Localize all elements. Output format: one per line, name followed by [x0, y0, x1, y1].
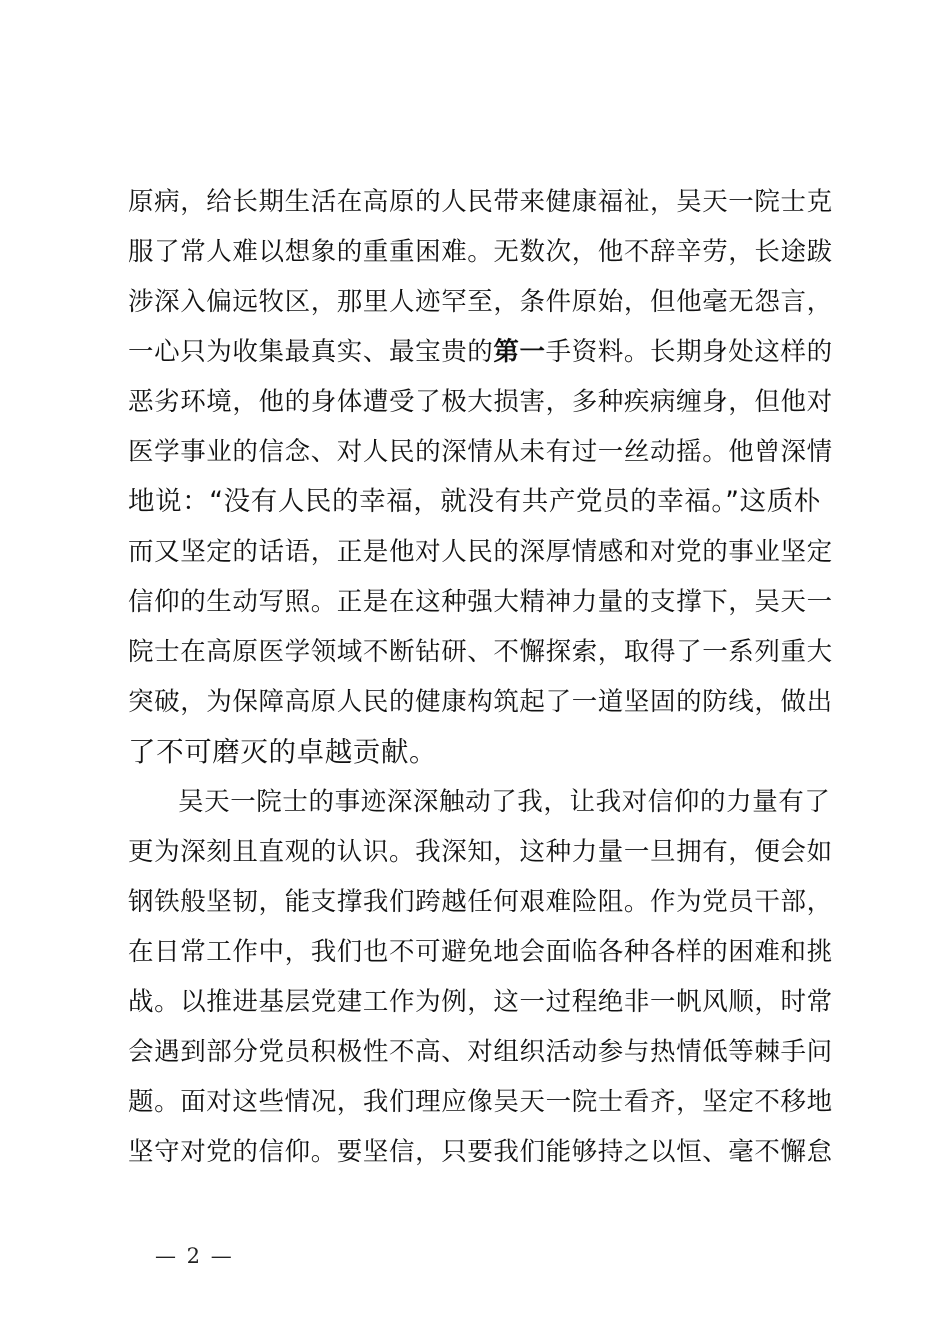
- text-line: 而又坚定的话语，正是他对人民的深厚情感和对党的事业坚定: [128, 537, 833, 567]
- text-line: 题。面对这些情况，我们理应像吴天一院士看齐，坚定不移地: [128, 1087, 833, 1117]
- text-line: 信仰的生动写照。正是在这种强大精神力量的支撑下，吴天一: [128, 587, 833, 617]
- text-run: 手资料。长期身处这样的: [545, 337, 833, 367]
- text-line: 医学事业的信念、对人民的深情从未有过一丝动摇。他曾深情: [128, 437, 833, 467]
- text-line: 涉深入偏远牧区，那里人迹罕至，条件原始，但他毫无怨言，: [128, 287, 833, 317]
- text-line: 了不可磨灭的卓越贡献。: [128, 736, 438, 768]
- paragraph-first-line: 吴天一院士的事迹深深触动了我，让我对信仰的力量有了: [178, 787, 831, 817]
- page-number: — 2 —: [155, 1244, 234, 1268]
- text-line: [128, 332, 833, 372]
- text-line: 钢铁般坚韧，能支撑我们跨越任何艰难险阻。作为党员干部，: [128, 887, 833, 917]
- text-line: 更为深刻且直观的认识。我深知，这种力量一旦拥有，便会如: [128, 837, 833, 867]
- text-line: 突破，为保障高原人民的健康构筑起了一道坚固的防线，做出: [128, 687, 833, 717]
- text-run: 一心只为收集最真实、最宝贵的: [128, 337, 494, 367]
- text-line: 服了常人难以想象的重重困难。无数次，他不辞辛劳，长途跋: [128, 237, 833, 267]
- text-line: 在日常工作中，我们也不可避免地会面临各种各样的困难和挑: [128, 937, 833, 967]
- bold-text-run: 第一: [493, 337, 546, 367]
- text-line: 院士在高原医学领域不断钻研、不懈探索，取得了一系列重大: [128, 637, 833, 667]
- text-line: 战。以推进基层党建工作为例，这一过程绝非一帆风顺，时常: [128, 987, 833, 1017]
- text-line: 会遇到部分党员积极性不高、对组织活动参与热情低等棘手问: [128, 1037, 833, 1067]
- text-line: 地说：“没有人民的幸福，就没有共产党员的幸福。”这质朴: [128, 486, 821, 517]
- text-line: 坚守对党的信仰。要坚信，只要我们能够持之以恒、毫不懈怠: [128, 1137, 833, 1167]
- text-line: 原病，给长期生活在高原的人民带来健康福祉，吴天一院士克: [128, 187, 833, 217]
- text-line: 恶劣环境，他的身体遭受了极大损害，多种疾病缠身，但他对: [128, 387, 833, 417]
